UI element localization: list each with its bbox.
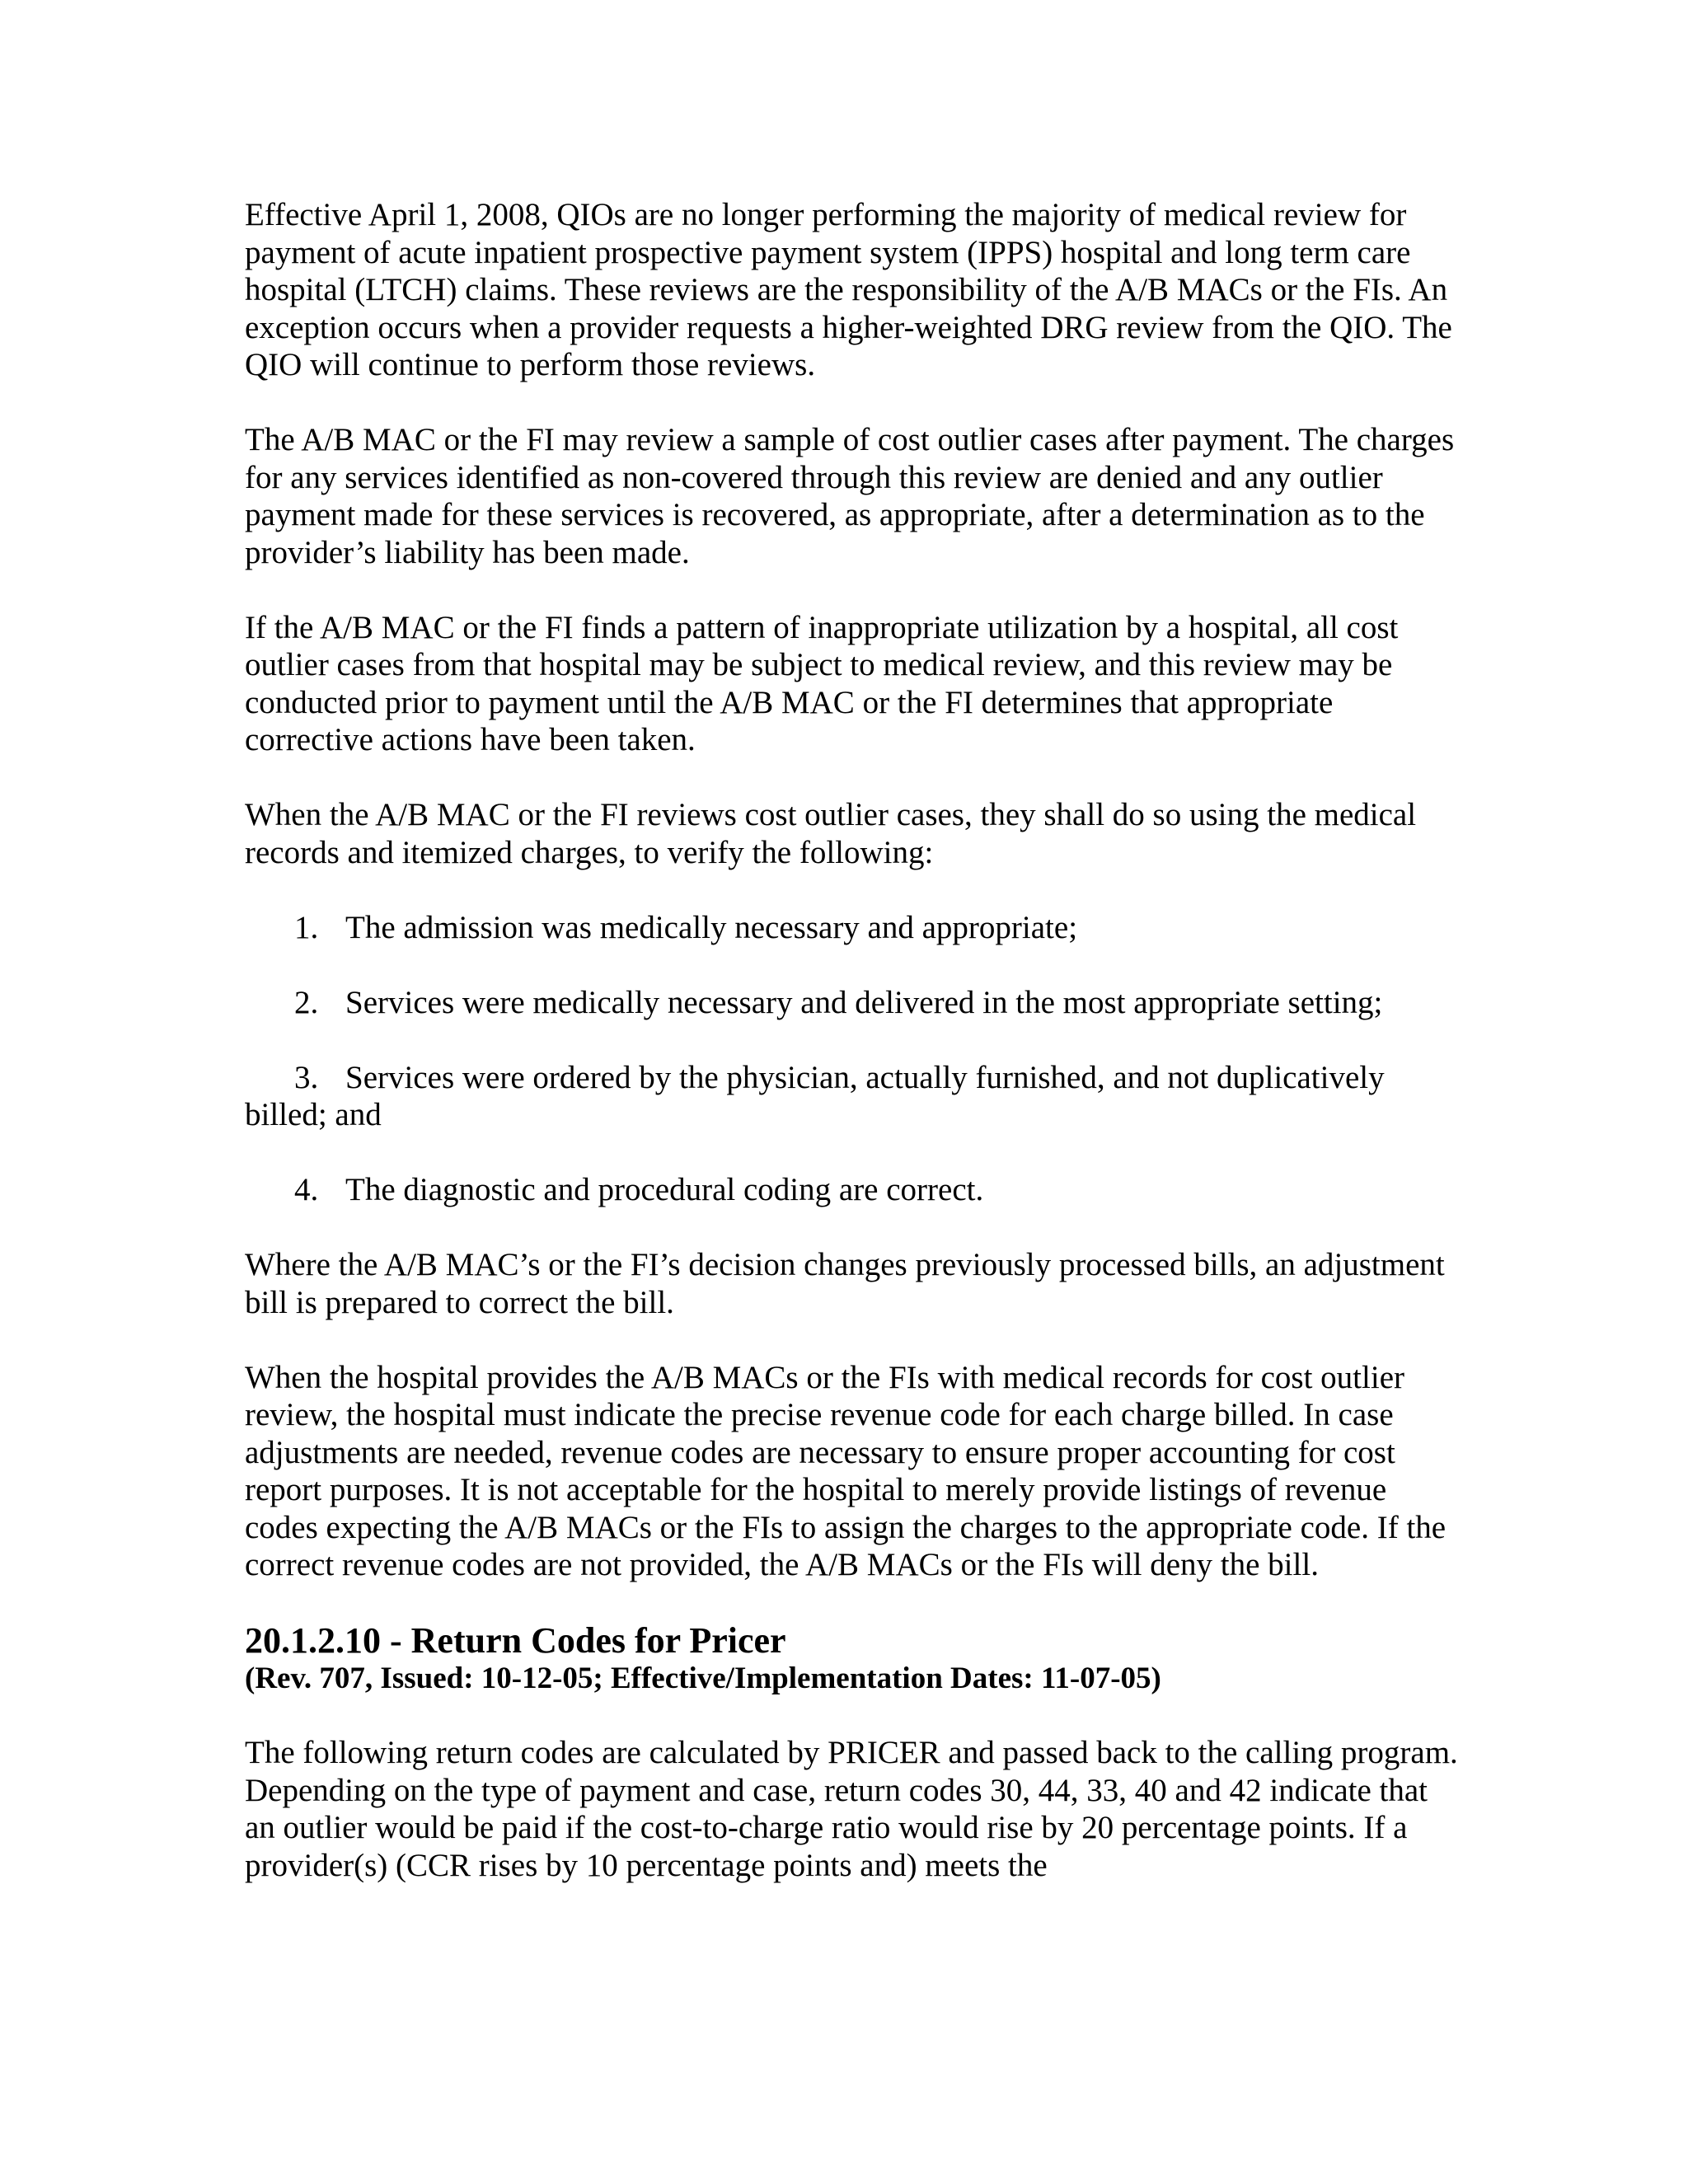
section-title: 20.1.2.10 - Return Codes for Pricer <box>245 1620 786 1661</box>
paragraph-verify-following: When the A/B MAC or the FI reviews cost outlier cases, they shall do so using the medical records and itemized charges, to verify the following: <box>245 797 1417 870</box>
paragraph-sample-review: The A/B MAC or the FI may review a sample of cost outlier cases after payment. The charges for any services identified as non-covered through this review are denied and any outlier payment made for these services is recovered, as appropriate, after a determination as to the provider’s liability has been made. <box>245 422 1455 570</box>
list-text: Services were ordered by the physician, actually furnished, and not duplicatively billed; and <box>245 1059 1385 1132</box>
list-item <box>245 984 1465 1022</box>
section-header <box>245 1621 1465 1697</box>
document-page <box>245 196 1465 1884</box>
verification-list <box>245 909 1465 1209</box>
paragraph-return-codes: The following return codes are calculated by PRICER and passed back to the calling program. Depending on the type of payment and case, return codes 30, 44, 33, 40 and 42 indicate that an outlier would be paid if the cost-to-charge ratio would rise by 20 percentage points. If a provider(s) (CCR rises by 10 percentage points and) meets the <box>245 1735 1458 1883</box>
paragraph-revenue-codes: When the hospital provides the A/B MACs or the FIs with medical records for cost outlier review, the hospital must indicate the precise revenue code for each charge billed. In case adjustments are needed, revenue codes are necessary to ensure proper accounting for cost report purposes. It is not acceptable for the hospital to merely provide listings of revenue codes expecting the A/B MACs or the FIs to assign the charges to the appropriate code. If the correct revenue codes are not provided, the A/B MACs or the FIs will deny the bill. <box>245 1359 1447 1582</box>
section-revision: (Rev. 707, Issued: 10-12-05; Effective/Implementation Dates: 11-07-05) <box>245 1661 1161 1695</box>
list-number: 4. <box>294 1172 319 1207</box>
list-item <box>245 1059 1465 1134</box>
list-number: 1. <box>294 909 319 945</box>
list-item <box>245 1171 1465 1209</box>
list-number: 3. <box>294 1059 319 1095</box>
list-text: Services were medically necessary and delivered in the most appropriate setting; <box>345 984 1383 1020</box>
paragraph-pattern-utilization: If the A/B MAC or the FI finds a pattern of inappropriate utilization by a hospital, all cost outlier cases from that hospital may be subject to medical review, and this review may be conducted prior to payment until the A/B MAC or the FI determines that appropriate corrective actions have been taken. <box>245 609 1399 757</box>
list-text: The admission was medically necessary and appropriate; <box>345 909 1078 945</box>
paragraph-qio-review: Effective April 1, 2008, QIOs are no longer performing the majority of medical review for payment of acute inpatient prospective payment system (IPPS) hospital and long term care hospital (LTCH) claims. These reviews are the responsibility of the A/B MACs or the FIs. An exception occurs when a provider requests a higher-weighted DRG review from the QIO. The QIO will continue to perform those reviews. <box>245 197 1452 382</box>
list-number: 2. <box>294 984 319 1020</box>
list-text: The diagnostic and procedural coding are correct. <box>345 1172 984 1207</box>
paragraph-adjustment-bill: Where the A/B MAC’s or the FI’s decision changes previously processed bills, an adjustment bill is prepared to correct the bill. <box>245 1247 1445 1320</box>
list-item <box>245 909 1465 947</box>
